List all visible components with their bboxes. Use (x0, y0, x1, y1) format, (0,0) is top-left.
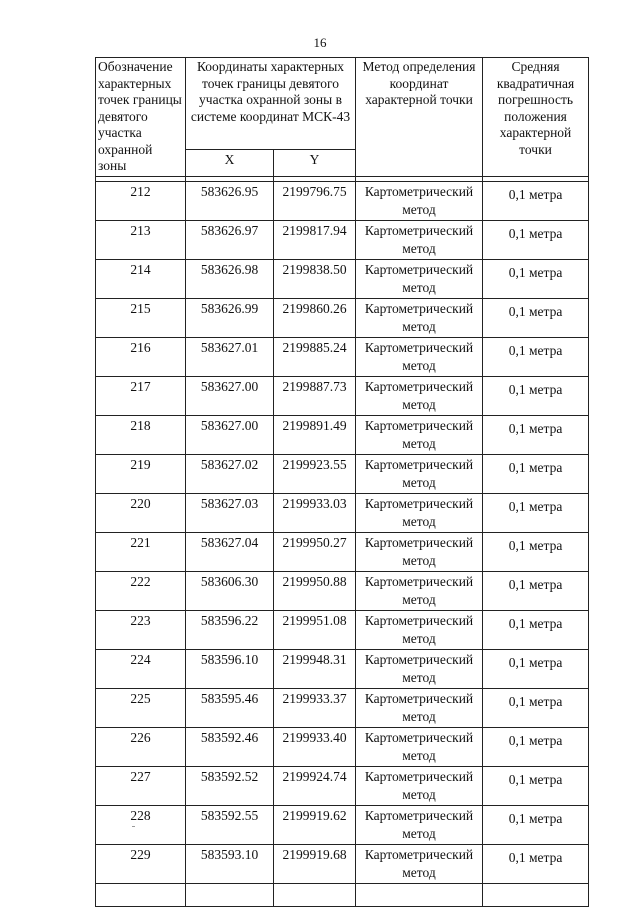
y-coordinate-cell: 2199796.75 (274, 181, 356, 220)
x-coordinate-cell: 583627.03 (186, 493, 274, 532)
y-coordinate-cell: 2199919.62 (274, 805, 356, 844)
header-coordinates: Координаты характерных точек границы девятого участка охранной зоны в системе координат МСК-43 (186, 58, 356, 150)
accuracy-cell: 0,1 метра (483, 298, 589, 337)
point-id-cell: 227 (96, 766, 186, 805)
table-row (96, 337, 589, 376)
method-cell: Картометрический метод (356, 649, 483, 688)
point-id-cell: 224 (96, 649, 186, 688)
y-coordinate-cell: 2199924.74 (274, 766, 356, 805)
y-coordinate-cell: 2199933.37 (274, 688, 356, 727)
accuracy-cell: 0,1 метра (483, 649, 589, 688)
x-coordinate-cell: 583627.02 (186, 454, 274, 493)
x-coordinate-cell: 583592.55 (186, 805, 274, 844)
header-x: X (186, 149, 274, 176)
point-id-cell: 217 (96, 376, 186, 415)
accuracy-cell: 0,1 метра (483, 415, 589, 454)
method-cell: Картометрический метод (356, 493, 483, 532)
method-cell: Картометрический метод (356, 298, 483, 337)
method-cell: Картометрический метод (356, 532, 483, 571)
accuracy-cell: 0,1 метра (483, 532, 589, 571)
x-coordinate-cell: 583627.01 (186, 337, 274, 376)
table-row (96, 181, 589, 220)
header-designation: Обозначение характерных точек границы девятого участка охранной зоны (96, 58, 186, 177)
header-method: Метод определения координат характерной точки (356, 58, 483, 177)
point-id-cell: 222 (96, 571, 186, 610)
accuracy-cell: 0,1 метра (483, 610, 589, 649)
x-coordinate-cell: 583596.22 (186, 610, 274, 649)
method-cell: Картометрический метод (356, 220, 483, 259)
method-cell: Картометрический метод (356, 610, 483, 649)
y-coordinate-cell: 2199919.68 (274, 844, 356, 883)
accuracy-cell: 0,1 метра (483, 805, 589, 844)
accuracy-cell: 0,1 метра (483, 844, 589, 883)
x-coordinate-cell: 583626.95 (186, 181, 274, 220)
scan-mark (132, 826, 135, 827)
y-coordinate-cell: 2199948.31 (274, 649, 356, 688)
x-coordinate-cell: 583627.00 (186, 376, 274, 415)
point-id-cell: 221 (96, 532, 186, 571)
x-coordinate-cell: 583592.52 (186, 766, 274, 805)
method-cell: Картометрический метод (356, 376, 483, 415)
accuracy-cell: 0,1 метра (483, 220, 589, 259)
point-id-cell: 228 (96, 805, 186, 844)
x-coordinate-cell: 583627.00 (186, 415, 274, 454)
header-y: Y (274, 149, 356, 176)
accuracy-cell: 0,1 метра (483, 766, 589, 805)
header-accuracy: Средняя квадратичная погрешность положения характерной точки (483, 58, 589, 177)
x-coordinate-cell: 583626.99 (186, 298, 274, 337)
page-number: 16 (313, 35, 327, 50)
coordinates-table (95, 57, 589, 907)
table-body (96, 181, 589, 906)
y-coordinate-cell: 2199951.08 (274, 610, 356, 649)
point-id-cell: 226 (96, 727, 186, 766)
point-id-cell: 219 (96, 454, 186, 493)
method-cell: Картометрический метод (356, 805, 483, 844)
method-cell: Картометрический метод (356, 688, 483, 727)
y-coordinate-cell: 2199923.55 (274, 454, 356, 493)
table-row (96, 493, 589, 532)
table-row (96, 298, 589, 337)
point-id-cell: 220 (96, 493, 186, 532)
x-coordinate-cell: 583595.46 (186, 688, 274, 727)
method-cell: Картометрический метод (356, 766, 483, 805)
accuracy-cell: 0,1 метра (483, 259, 589, 298)
point-id-cell: 216 (96, 337, 186, 376)
y-coordinate-cell: 2199885.24 (274, 337, 356, 376)
y-coordinate-cell: 2199887.73 (274, 376, 356, 415)
x-coordinate-cell: 583596.10 (186, 649, 274, 688)
table-row (96, 649, 589, 688)
method-cell: Картометрический метод (356, 727, 483, 766)
method-cell: Картометрический метод (356, 844, 483, 883)
y-coordinate-cell: 2199933.03 (274, 493, 356, 532)
table-row (96, 259, 589, 298)
accuracy-cell: 0,1 метра (483, 337, 589, 376)
method-cell: Картометрический метод (356, 415, 483, 454)
y-coordinate-cell: 2199860.26 (274, 298, 356, 337)
table-row (96, 571, 589, 610)
table-row (96, 766, 589, 805)
x-coordinate-cell: 583592.46 (186, 727, 274, 766)
method-cell: Картометрический метод (356, 337, 483, 376)
table-row (96, 610, 589, 649)
x-coordinate-cell: 583626.98 (186, 259, 274, 298)
table-row (96, 415, 589, 454)
point-id-cell: 225 (96, 688, 186, 727)
x-coordinate-cell: 583606.30 (186, 571, 274, 610)
table-row (96, 805, 589, 844)
table-row (96, 727, 589, 766)
table-header (96, 58, 589, 182)
y-coordinate-cell: 2199817.94 (274, 220, 356, 259)
y-coordinate-cell: 2199933.40 (274, 727, 356, 766)
y-coordinate-cell: 2199838.50 (274, 259, 356, 298)
y-coordinate-cell: 2199950.88 (274, 571, 356, 610)
accuracy-cell: 0,1 метра (483, 727, 589, 766)
x-coordinate-cell: 583627.04 (186, 532, 274, 571)
point-id-cell: 223 (96, 610, 186, 649)
point-id-cell: 218 (96, 415, 186, 454)
point-id-cell: 215 (96, 298, 186, 337)
accuracy-cell: 0,1 метра (483, 181, 589, 220)
empty-row (96, 883, 589, 906)
method-cell: Картометрический метод (356, 181, 483, 220)
table-row (96, 376, 589, 415)
y-coordinate-cell: 2199891.49 (274, 415, 356, 454)
point-id-cell: 212 (96, 181, 186, 220)
point-id-cell: 213 (96, 220, 186, 259)
method-cell: Картометрический метод (356, 259, 483, 298)
method-cell: Картометрический метод (356, 454, 483, 493)
accuracy-cell: 0,1 метра (483, 493, 589, 532)
table-row (96, 844, 589, 883)
accuracy-cell: 0,1 метра (483, 688, 589, 727)
y-coordinate-cell: 2199950.27 (274, 532, 356, 571)
accuracy-cell: 0,1 метра (483, 571, 589, 610)
point-id-cell: 229 (96, 844, 186, 883)
table-row (96, 454, 589, 493)
x-coordinate-cell: 583626.97 (186, 220, 274, 259)
table-row (96, 532, 589, 571)
point-id-cell: 214 (96, 259, 186, 298)
accuracy-cell: 0,1 метра (483, 376, 589, 415)
method-cell: Картометрический метод (356, 571, 483, 610)
table-row (96, 220, 589, 259)
table-row (96, 688, 589, 727)
accuracy-cell: 0,1 метра (483, 454, 589, 493)
x-coordinate-cell: 583593.10 (186, 844, 274, 883)
